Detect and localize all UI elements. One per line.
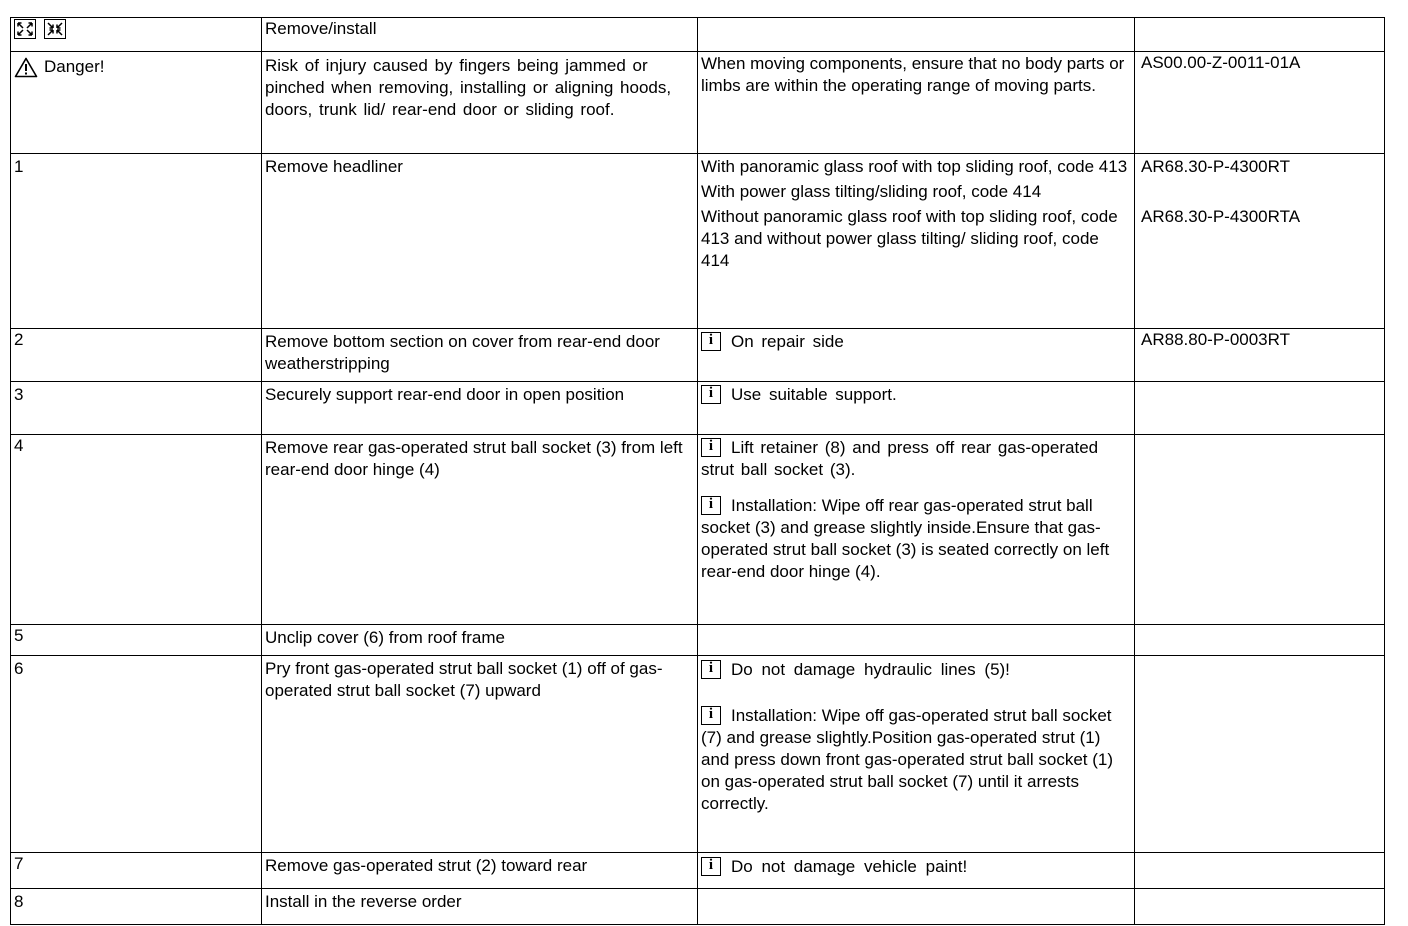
step-action: Pry front gas-operated strut ball socket (1) off of gas-operated strut ball socket (7) upward [262, 656, 698, 853]
install-icon [44, 19, 66, 39]
note: On repair side [731, 332, 844, 351]
note: With panoramic glass roof with top sliding roof, code 413 [701, 157, 1128, 176]
note: Do not damage hydraulic lines (5)! [731, 660, 1010, 679]
danger-measure: When moving components, ensure that no body parts or limbs are within the operating range of moving parts. [698, 52, 1135, 154]
step-number: 7 [11, 853, 262, 889]
note-block [701, 705, 1131, 815]
remove-icon [14, 19, 36, 39]
table-row-step-4 [11, 435, 1385, 625]
step-number: 8 [11, 889, 262, 925]
info-icon: i [701, 496, 721, 515]
info-icon: i [701, 706, 721, 725]
warning-triangle-icon [14, 57, 38, 84]
note: Without panoramic glass roof with top sliding roof, code 413 and without power glass tilting/ sliding roof, code 414 [701, 207, 1118, 270]
table-row-step-8 [11, 889, 1385, 925]
table-row-danger [11, 52, 1385, 154]
danger-cell [11, 52, 262, 154]
step-number: 3 [11, 382, 262, 435]
step-action: Unclip cover (6) from roof frame [262, 625, 698, 656]
note-block [701, 659, 1131, 681]
table-row-step-5 [11, 625, 1385, 656]
step-action: Securely support rear-end door in open position [262, 382, 698, 435]
step-notes [698, 656, 1135, 853]
table-row-step-6 [11, 656, 1385, 853]
info-icon: i [701, 438, 721, 457]
step-action: Remove headliner [262, 154, 698, 329]
step-notes [698, 329, 1135, 382]
table-row-step-3 [11, 382, 1385, 435]
note: Installation: Wipe off rear gas-operated strut ball socket (3) and grease slightly inside.Ensure that gas-operated strut ball socket (3) is seated correctly on left rear-end door hinge (4). [701, 496, 1110, 581]
info-icon: i [701, 660, 721, 679]
note: Do not damage vehicle paint! [731, 857, 968, 876]
danger-label: Danger! [44, 57, 105, 76]
note-block [701, 437, 1131, 481]
table-row-step-7 [11, 853, 1385, 889]
reference: AR68.30-P-4300RT [1141, 157, 1290, 176]
note: Installation: Wipe off gas-operated strut ball socket (7) and grease slightly.Position gas-operated strut (1) and press down front gas-operated strut ball socket (1) on gas-operated strut ball socket (7) until it arrests correctly. [701, 706, 1113, 813]
step-action: Install in the reverse order [262, 889, 698, 925]
info-icon: i [701, 857, 721, 876]
note: Lift retainer (8) and press off rear gas-operated strut ball socket (3). [701, 438, 1099, 479]
step-action: Remove gas-operated strut (2) toward rear [262, 853, 698, 889]
step-notes [698, 853, 1135, 889]
step-notes [698, 154, 1135, 329]
table-row-step-1 [11, 154, 1385, 329]
step-number: 1 [11, 154, 262, 329]
step-notes [698, 435, 1135, 625]
danger-hazard: Risk of injury caused by fingers being jammed or pinched when removing, installing or aligning hoods, doors, trunk lid/ rear-end door or sliding roof. [262, 52, 698, 154]
info-icon: i [701, 385, 721, 404]
icon-cell [11, 18, 262, 52]
danger-reference: AS00.00-Z-0011-01A [1135, 52, 1385, 154]
note: With power glass tilting/sliding roof, code 414 [701, 182, 1042, 201]
procedure-table [10, 17, 1385, 925]
step-action: Remove bottom section on cover from rear-end door weatherstripping [262, 329, 698, 382]
reference: AR68.30-P-4300RTA [1141, 207, 1301, 226]
step-references [1135, 154, 1385, 329]
step-action: Remove rear gas-operated strut ball socket (3) from left rear-end door hinge (4) [262, 435, 698, 625]
step-number: 4 [11, 435, 262, 625]
table-row-header [11, 18, 1385, 52]
step-number: 2 [11, 329, 262, 382]
note: Use suitable support. [731, 385, 897, 404]
step-notes [698, 382, 1135, 435]
step-number: 5 [11, 625, 262, 656]
note-block [701, 495, 1131, 583]
table-row-step-2 [11, 329, 1385, 382]
header-title: Remove/install [262, 18, 698, 52]
info-icon: i [701, 332, 721, 351]
step-number: 6 [11, 656, 262, 853]
step-reference: AR88.80-P-0003RT [1135, 329, 1385, 382]
